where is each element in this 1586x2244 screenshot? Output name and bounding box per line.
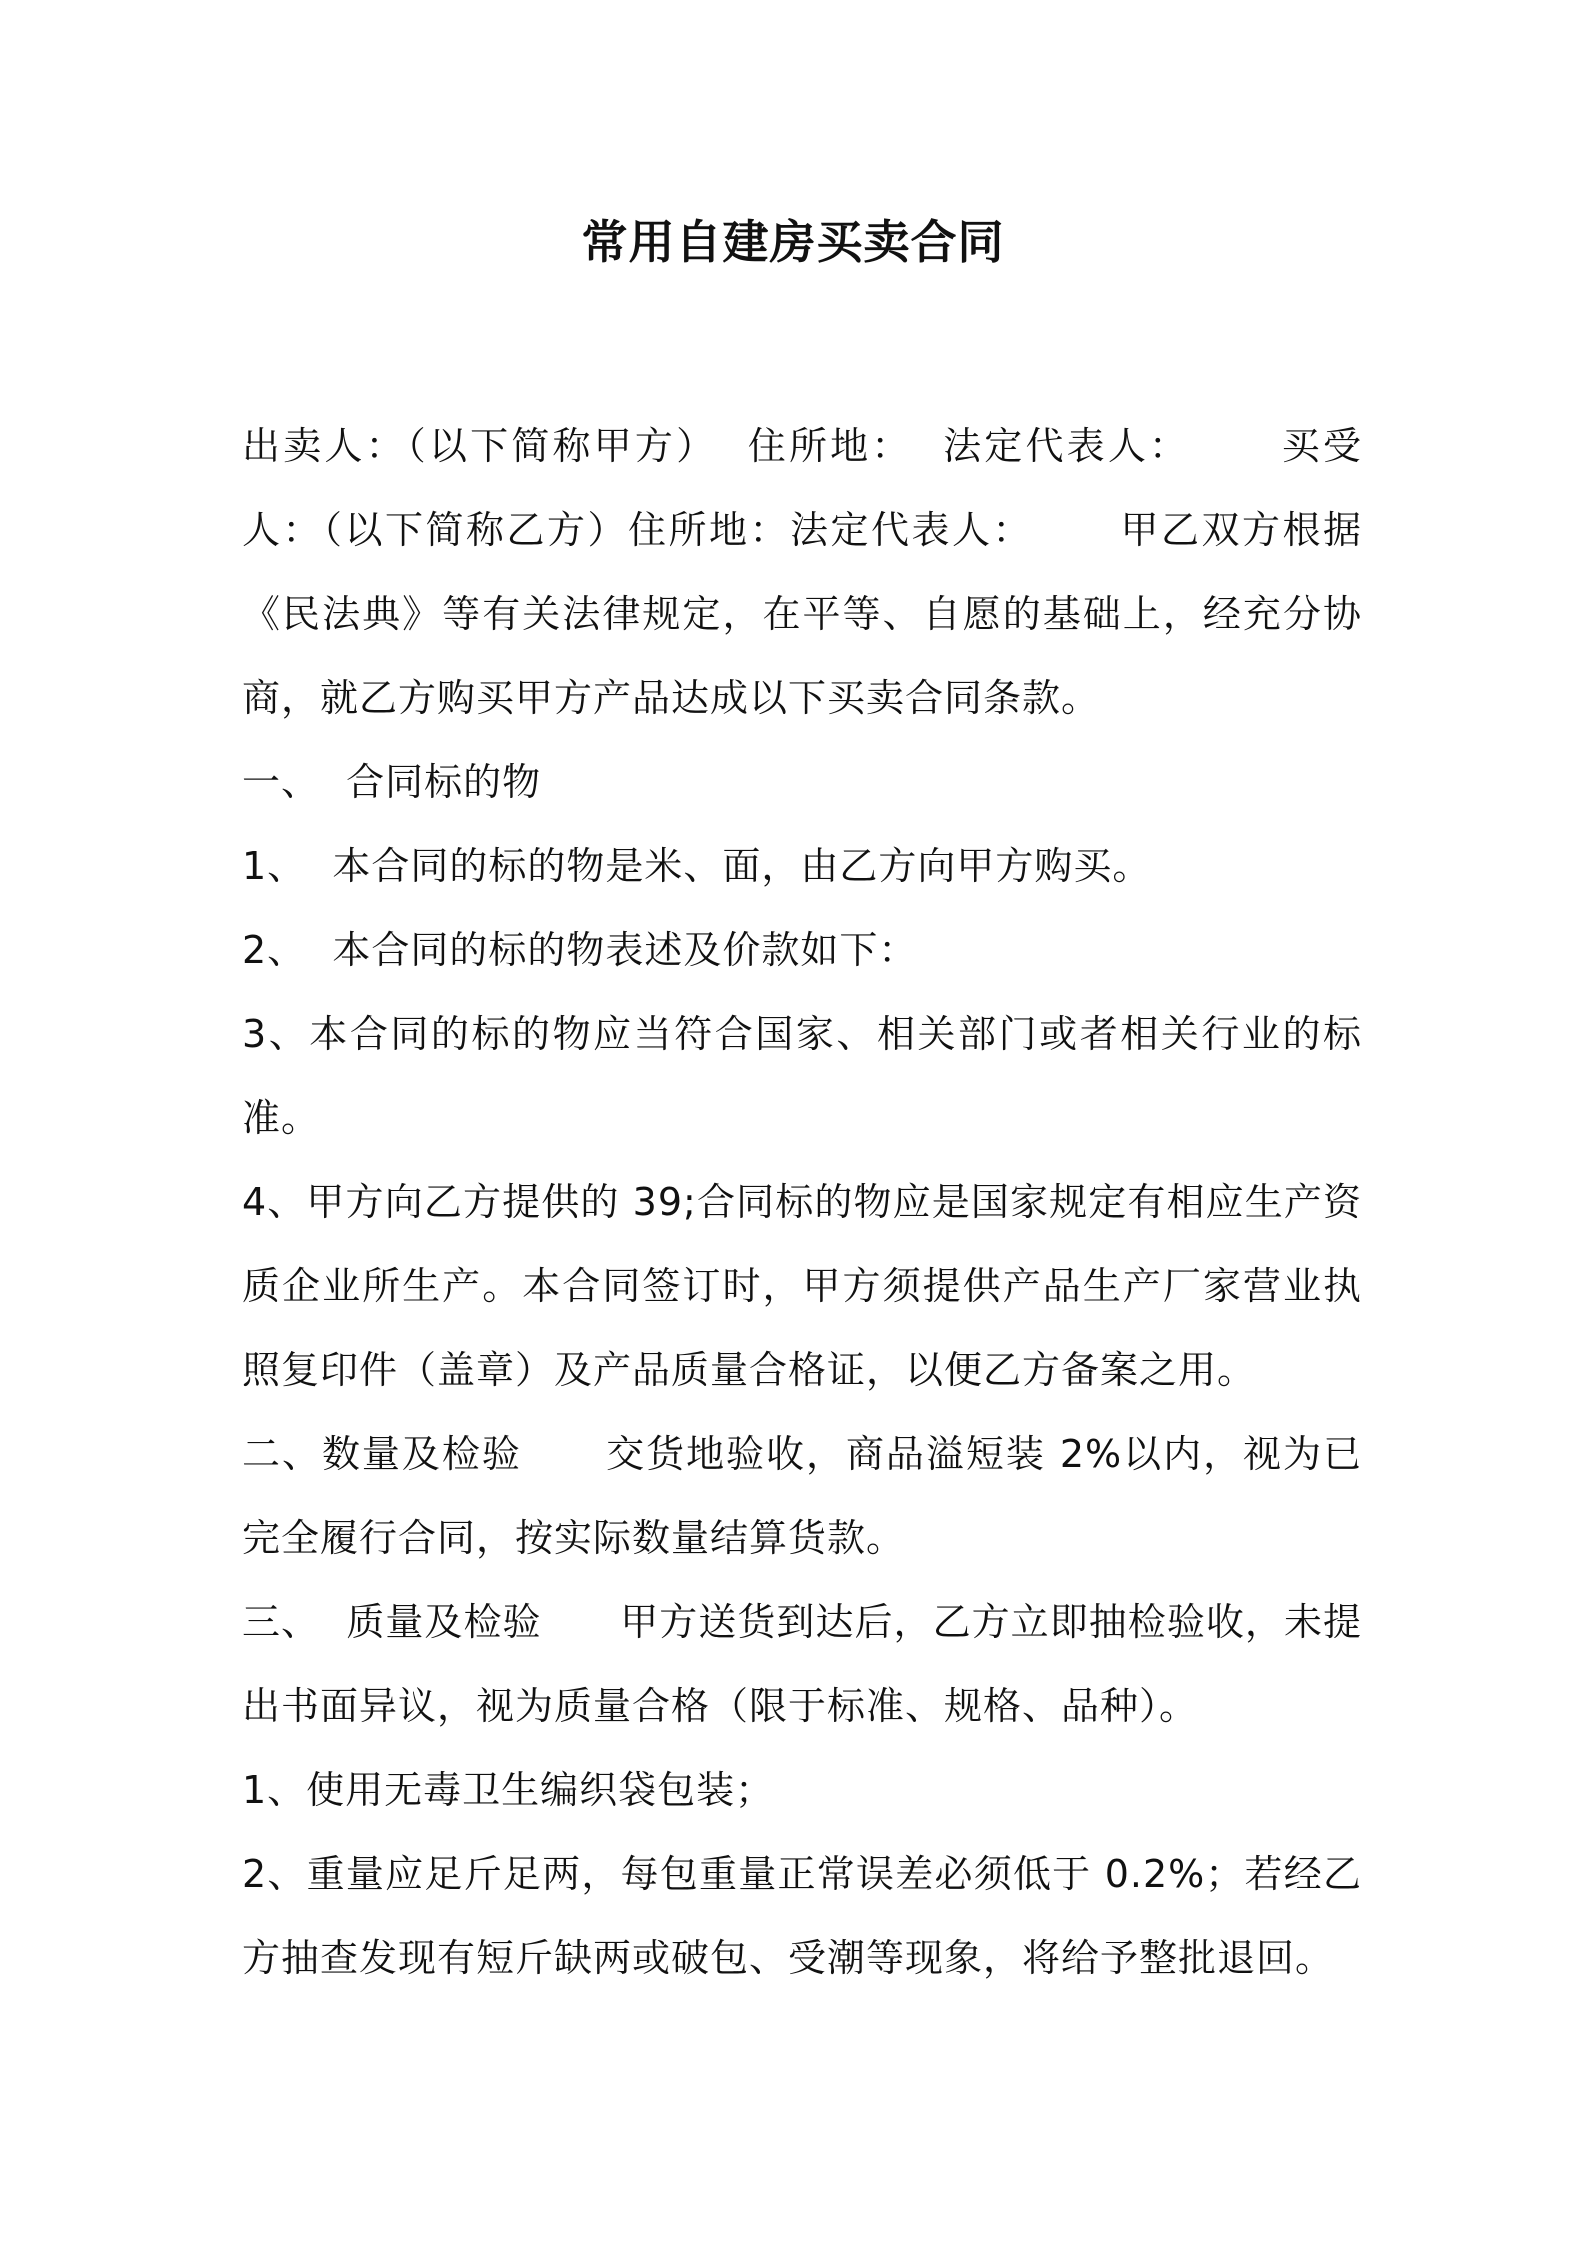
- quality-clause-2: 2、重量应足斤足两，每包重量正常误差必须低于 0.2%；若经乙方抽查发现有短斤缺两或破包、受潮等现象，将给予整批退回。: [242, 1852, 1362, 1980]
- section-quantity-inspection: 二、数量及检验 交货地验收，商品溢短装 2%以内，视为已完全履行合同，按实际数量结算货款。: [242, 1432, 1362, 1560]
- document-body: [242, 404, 1362, 2000]
- clause-3: 3、本合同的标的物应当符合国家、相关部门或者相关行业的标准。: [242, 1012, 1362, 1140]
- clause-1: 1、 本合同的标的物是米、面，由乙方向甲方购买。: [242, 844, 1152, 888]
- section-quality-inspection: 三、 质量及检验 甲方送货到达后，乙方立即抽检验收，未提出书面异议，视为质量合格（限于标准、规格、品种）。: [242, 1600, 1362, 1728]
- clause-4: 4、甲方向乙方提供的 39;合同标的物应是国家规定有相应生产资质企业所生产。本合同签订时，甲方须提供产品生产厂家营业执照复印件（盖章）及产品质量合格证，以便乙方备案之用。: [242, 1180, 1362, 1392]
- quality-clause-1: 1、使用无毒卫生编织袋包装；: [242, 1768, 775, 1812]
- clause-2: 2、 本合同的标的物表述及价款如下：: [242, 928, 918, 972]
- parties-paragraph: 出卖人：（以下简称甲方） 住所地： 法定代表人： 买受人：（以下简称乙方）住所地：法定代表人： 甲乙双方根据《民法典》等有关法律规定，在平等、自愿的基础上，经充分协商，就乙方购买甲方产品达成以下买卖合同条款。: [242, 424, 1362, 720]
- section-heading-subject: 一、 合同标的物: [242, 760, 542, 804]
- document-title: 常用自建房买卖合同: [581, 215, 1005, 269]
